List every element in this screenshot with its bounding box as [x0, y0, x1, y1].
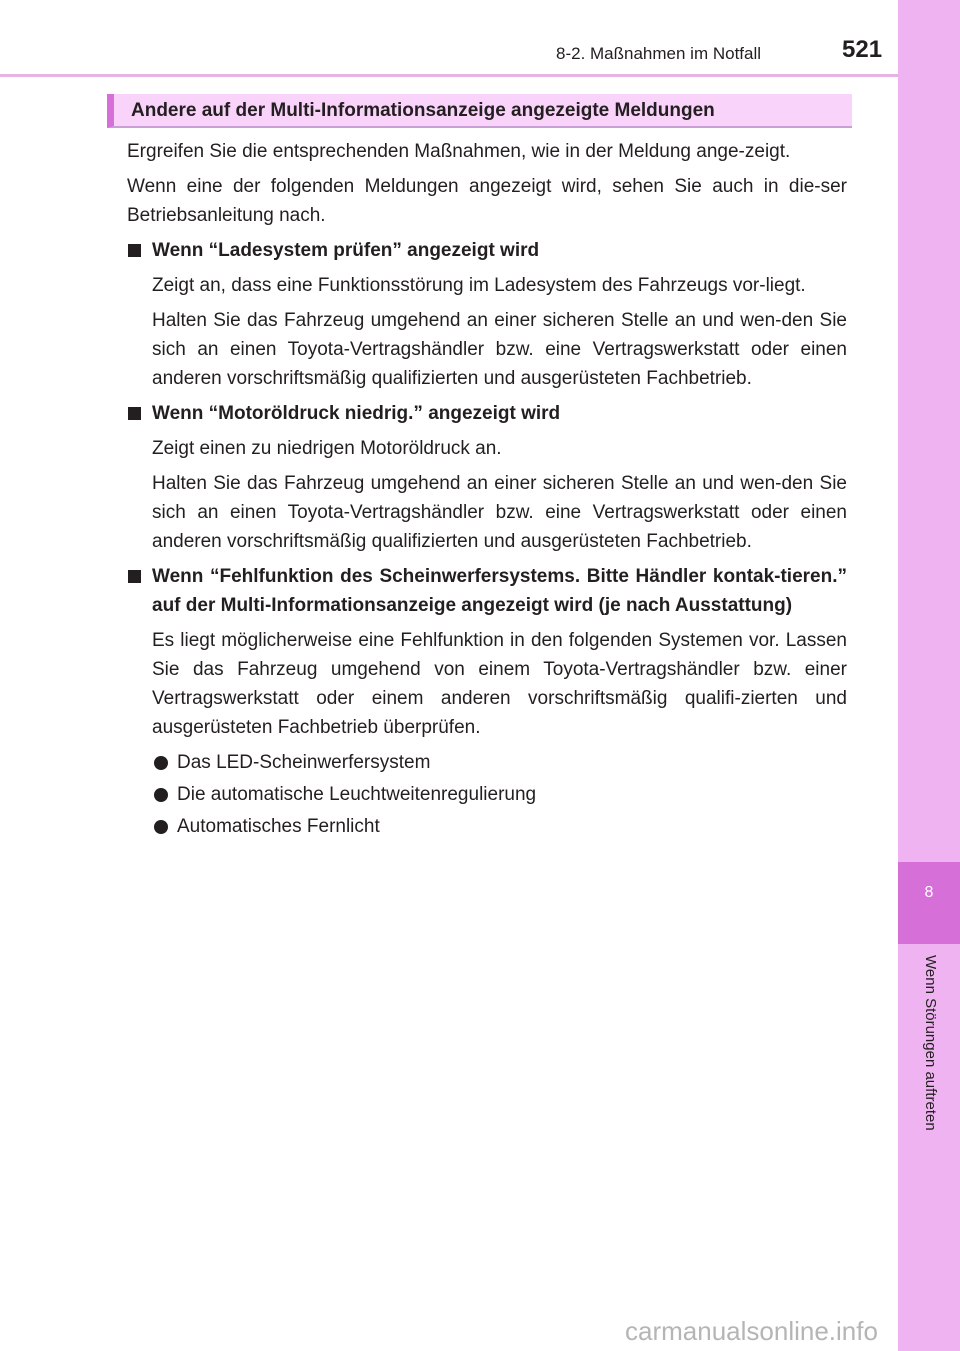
- header-divider: [0, 74, 898, 77]
- message-heading: [127, 399, 847, 428]
- message-description: Zeigt an, dass eine Funktionsstörung im Ladesystem des Fahrzeugs vor-liegt.: [152, 275, 806, 296]
- round-bullet-icon: [154, 788, 168, 802]
- message-description: Zeigt einen zu niedrigen Motoröldruck an.: [152, 438, 502, 459]
- list-item: [127, 748, 847, 777]
- page-number: 521: [842, 36, 883, 63]
- list-item-text: Automatisches Fernlicht: [177, 816, 380, 837]
- square-bullet-icon: [128, 244, 141, 257]
- message-heading-text: Wenn “Fehlfunktion des Scheinwerfersystems. Bitte Händler kontak-tieren.” auf der Multi-Informationsanzeige angezeigt wird (je nach Ausstattung): [152, 566, 847, 616]
- list-item: [127, 812, 847, 841]
- square-bullet-icon: [128, 407, 141, 420]
- message-heading-text: Wenn “Motoröldruck niedrig.” angezeigt wird: [152, 403, 561, 424]
- intro-paragraph: Wenn eine der folgenden Meldungen angezeigt wird, sehen Sie auch in die-ser Betriebsanleitung nach.: [127, 176, 847, 226]
- section-title: Andere auf der Multi-Informationsanzeige angezeigte Meldungen: [131, 100, 715, 121]
- list-item-text: Das LED-Scheinwerfersystem: [177, 752, 431, 773]
- chapter-number: 8: [924, 884, 934, 901]
- message-heading-text: Wenn “Ladesystem prüfen” angezeigt wird: [152, 240, 540, 261]
- chapter-title: Wenn Störungen auftreten: [922, 955, 939, 1131]
- message-heading: [127, 236, 847, 265]
- message-heading: [127, 562, 847, 620]
- section-reference: 8-2. Maßnahmen im Notfall: [556, 44, 762, 63]
- list-item: [127, 780, 847, 809]
- square-bullet-icon: [128, 570, 141, 583]
- message-action: Halten Sie das Fahrzeug umgehend an einer sicheren Stelle an und wen-den Sie sich an einen Toyota-Vertragshändler bzw. eine Vertragswerkstatt oder einen anderen vorschriftsmäßig qualifizierten und ausgerüsteten Fachbetrieb.: [152, 310, 847, 389]
- round-bullet-icon: [154, 756, 168, 770]
- chapter-tab[interactable]: [898, 862, 960, 944]
- list-item-text: Die automatische Leuchtweitenregulierung: [177, 784, 537, 805]
- message-description: Es liegt möglicherweise eine Fehlfunktion in den folgenden Systemen vor. Lassen Sie das Fahrzeug umgehend von einem Toyota-Vertragshändler bzw. einer Vertragswerkstatt oder einem anderen vorschriftsmäßig qualifi-zierten und ausgerüsteten Fachbetrieb überprüfen.: [152, 630, 847, 738]
- round-bullet-icon: [154, 820, 168, 834]
- intro-paragraph: Ergreifen Sie die entsprechenden Maßnahmen, wie in der Meldung ange-zeigt.: [127, 141, 791, 162]
- section-banner: [107, 94, 852, 128]
- watermark: carmanualsonline.info: [625, 1316, 878, 1346]
- message-action: Halten Sie das Fahrzeug umgehend an einer sicheren Stelle an und wen-den Sie sich an einen Toyota-Vertragshändler bzw. eine Vertragswerkstatt oder einen anderen vorschriftsmäßig qualifizierten und ausgerüsteten Fachbetrieb.: [152, 473, 847, 552]
- page-content: [127, 137, 847, 844]
